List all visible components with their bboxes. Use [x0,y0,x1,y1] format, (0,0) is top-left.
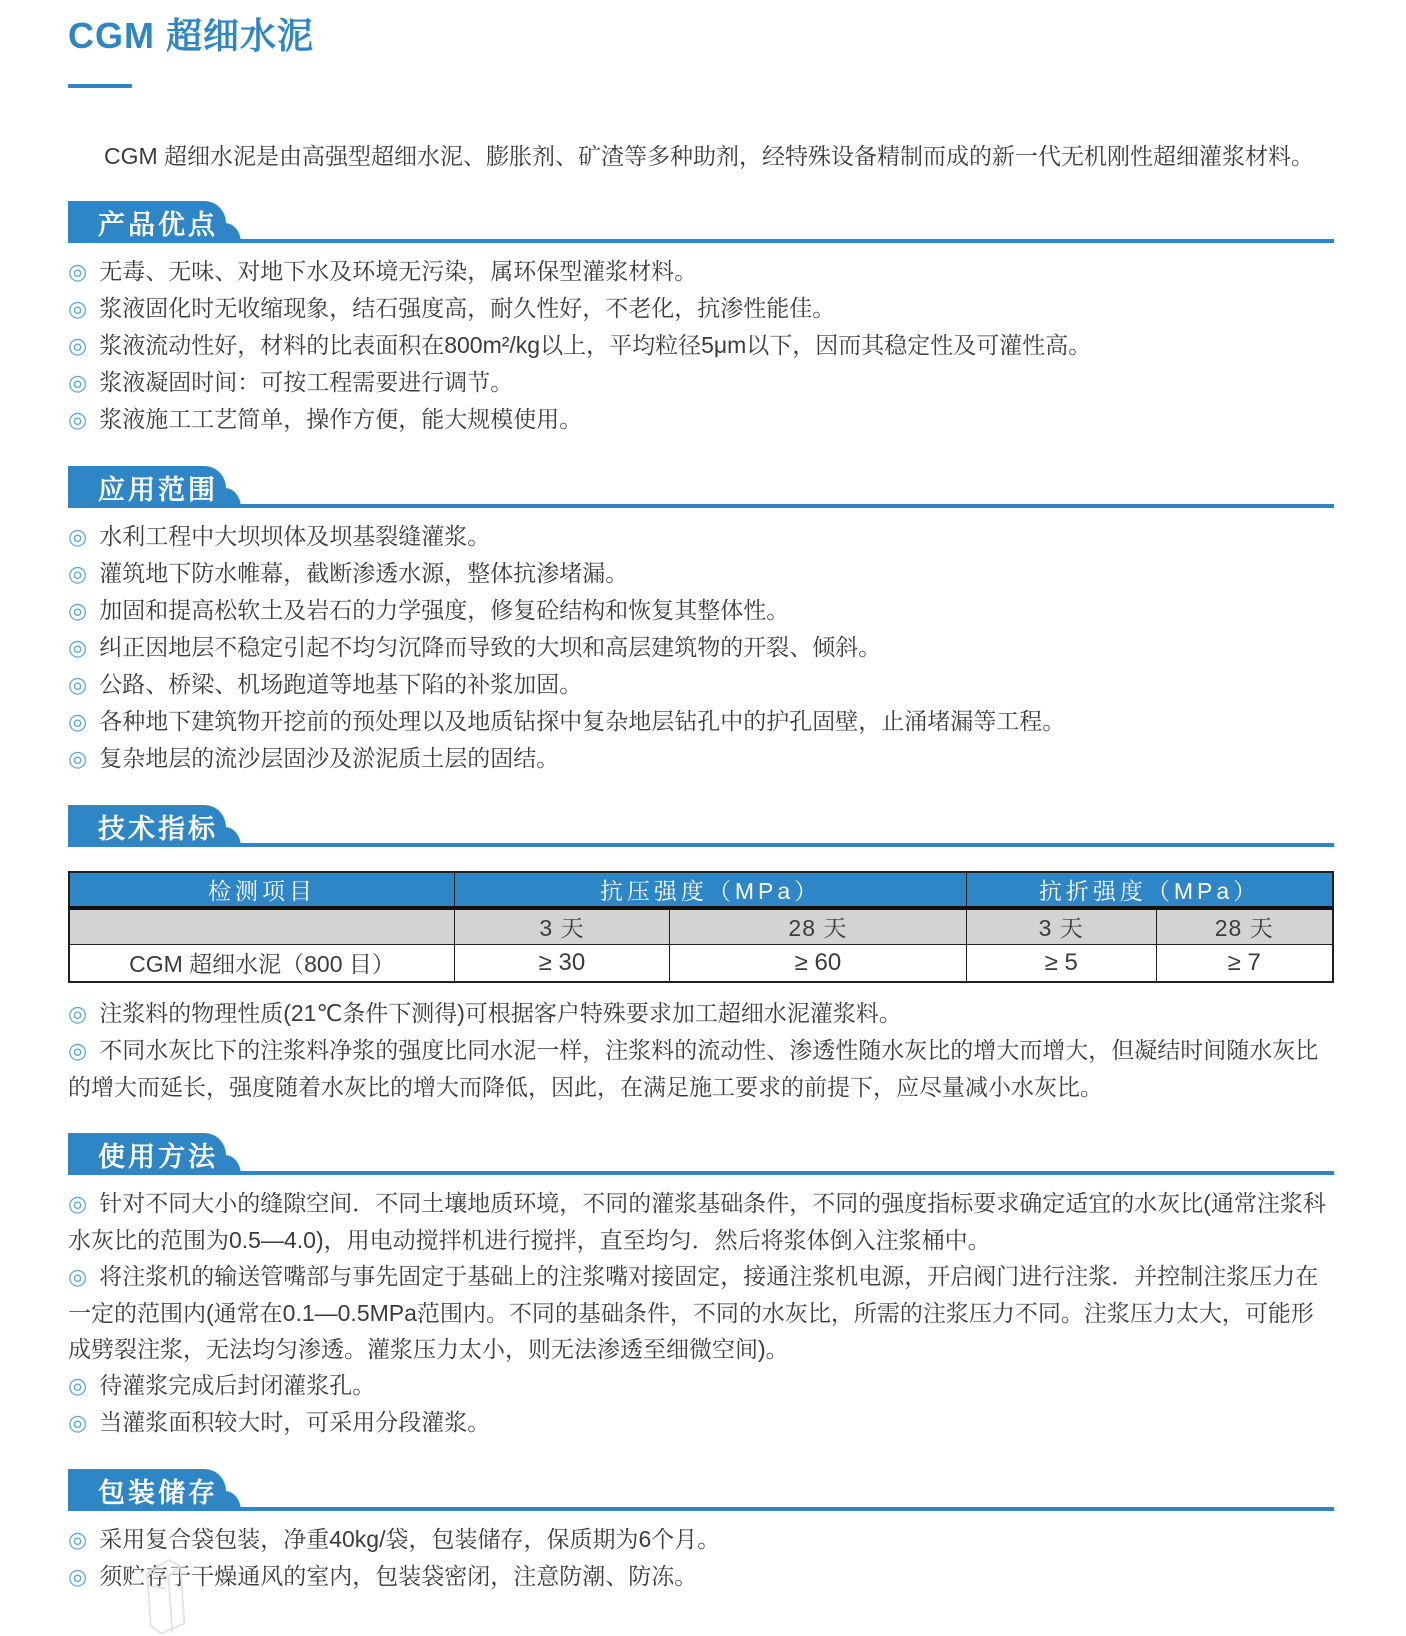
list-item [68,518,1334,555]
bullet-icon: ◎ [68,1191,88,1216]
list-item-text: 当灌浆面积较大时，可采用分段灌浆。 [99,1409,491,1435]
bullet-icon: ◎ [68,1564,88,1589]
list-item [68,401,1334,438]
section-heading-advantages [68,201,1334,243]
bullet-icon: ◎ [68,635,88,660]
list-item-text: 注浆料的物理性质(21℃条件下测得)可根据客户特殊要求加工超细水泥灌浆料。 [99,1000,902,1026]
list-item-text: 浆液凝固时间：可按工程需要进行调节。 [99,369,514,395]
table-subheader-cell: 28 天 [669,908,966,944]
list-item-text: 纠正因地层不稳定引起不均匀沉降而导致的大坝和高层建筑物的开裂、倾斜。 [99,634,882,660]
page-title: CGM 超细水泥 [68,15,314,56]
table-subheader-cell: 3 天 [455,908,670,944]
bullet-icon: ◎ [68,259,88,284]
specs-table [68,871,1334,983]
table-header-compressive: 抗压强度（MPa） [455,872,967,908]
list-item [68,592,1334,629]
list-item-text: 不同水灰比下的注浆料净浆的强度比同水泥一样，注浆料的流动性、渗透性随水灰比的增大而增大，但凝结时间随水灰比的增大而延长，强度随着水灰比的增大而降低，因此，在满足施工要求的前提下，应尽量减小水灰比。 [68,1037,1319,1100]
table-cell-value: ≥ 60 [669,944,966,982]
list-item [68,1185,1334,1258]
section-tab-specs [68,805,226,847]
bullet-icon: ◎ [68,598,88,623]
list-item [68,1032,1334,1105]
list-item [68,1404,1334,1441]
usage-list [68,1185,1334,1441]
list-item [68,629,1334,666]
list-item [68,1521,1334,1558]
bullet-icon: ◎ [68,746,88,771]
list-item [68,666,1334,703]
list-item [68,253,1334,290]
section-tab-label: 产品优点 [98,209,218,240]
list-item-text: 针对不同大小的缝隙空间．不同土壤地质环境，不同的灌浆基础条件，不同的强度指标要求确定适宜的水灰比(通常注浆科水灰比的范围为0.5—4.0)，用电动搅拌机进行搅拌，直至均匀．然后将浆体倒入注浆桶中。 [68,1190,1326,1253]
list-item-text: 复杂地层的流沙层固沙及淤泥质土层的固结。 [99,745,560,771]
section-tab-label: 使用方法 [98,1141,218,1172]
title-underline [68,84,132,88]
list-item-text: 待灌浆完成后封闭灌浆孔。 [99,1372,376,1398]
list-item [68,1367,1334,1404]
advantages-list [68,253,1334,438]
list-item-text: 浆液固化时无收缩现象，结石强度高，耐久性好，不老化，抗渗性能佳。 [99,295,836,321]
list-item-text: 将注浆机的输送管嘴部与事先固定于基础上的注浆嘴对接固定，接通注浆机电源，开启阀门进行注浆．并控制注浆压力在一定的范围内(通常在0.1—0.5MPa范围内。不同的基础条件，不同的水灰比，所需的注浆压力不同。注浆压力太大，可能形成劈裂注浆，无法均匀渗透。灌浆压力太小，则无法渗透至细微空间)。 [68,1263,1319,1362]
bullet-icon: ◎ [68,407,88,432]
list-item [68,364,1334,401]
table-cell-value: ≥ 7 [1156,944,1333,982]
list-item [68,1258,1334,1367]
table-cell-item: CGM 超细水泥（800 目） [69,944,455,982]
table-subheader-empty [69,908,455,944]
section-rule [68,504,1334,508]
table-header-row [69,872,1333,908]
list-item [68,703,1334,740]
list-item-text: 无毒、无味、对地下水及环境无污染，属环保型灌浆材料。 [99,258,698,284]
table-subheader-row [69,908,1333,944]
list-item-text: 各种地下建筑物开挖前的预处理以及地质钻探中复杂地层钻孔中的护孔固壁，止涌堵漏等工程。 [99,708,1066,734]
list-item-text: 水利工程中大坝坝体及坝基裂缝灌浆。 [99,523,491,549]
table-header-item: 检测项目 [69,872,455,908]
bullet-icon: ◎ [68,524,88,549]
list-item-text: 浆液流动性好，材料的比表面积在800m²/kg以上，平均粒径5μm以下，因而其稳定性及可灌性高。 [99,332,1092,358]
section-tab-applications [68,466,226,508]
cement-bag-watermark-icon [133,1552,194,1636]
bullet-icon: ◎ [68,1264,88,1289]
bullet-icon: ◎ [68,1527,88,1552]
list-item [68,1558,1334,1595]
section-tab-storage [68,1469,226,1511]
list-item [68,740,1334,777]
section-tab-usage [68,1133,226,1175]
table-cell-value: ≥ 30 [455,944,670,982]
section-heading-specs [68,805,1334,847]
section-rule [68,1507,1334,1511]
list-item-text: 公路、桥梁、机场跑道等地基下陷的补浆加固。 [99,671,583,697]
bullet-icon: ◎ [68,370,88,395]
section-heading-applications [68,466,1334,508]
specs-notes [68,995,1334,1105]
intro-paragraph: CGM 超细水泥是由高强型超细水泥、膨胀剂、矿渣等多种助剂，经特殊设备精制而成的新一代无机刚性超细灌浆材料。 [104,143,1315,169]
section-tab-label: 技术指标 [98,813,218,844]
section-tab-advantages [68,201,226,243]
section-heading-storage [68,1469,1334,1511]
list-item [68,555,1334,592]
bullet-icon: ◎ [68,1410,88,1435]
table-header-flexural: 抗折强度（MPa） [966,872,1333,908]
list-item-text: 须贮存于干燥通风的室内，包装袋密闭，注意防潮、防冻。 [99,1563,698,1589]
bullet-icon: ◎ [68,561,88,586]
section-tab-label: 包装储存 [98,1477,218,1508]
section-heading-usage [68,1133,1334,1175]
section-rule [68,239,1334,243]
bullet-icon: ◎ [68,333,88,358]
table-subheader-cell: 3 天 [966,908,1156,944]
list-item-text: 灌筑地下防水帷幕，截断渗透水源，整体抗渗堵漏。 [99,560,629,586]
bullet-icon: ◎ [68,1038,88,1063]
list-item [68,995,1334,1032]
section-rule [68,843,1334,847]
bullet-icon: ◎ [68,1373,88,1398]
storage-list [68,1521,1334,1595]
table-row [69,944,1333,982]
list-item [68,290,1334,327]
list-item-text: 加固和提高松软土及岩石的力学强度，修复砼结构和恢复其整体性。 [99,597,790,623]
bullet-icon: ◎ [68,1001,88,1026]
applications-list [68,518,1334,777]
bullet-icon: ◎ [68,296,88,321]
bullet-icon: ◎ [68,709,88,734]
list-item-text: 采用复合袋包装，净重40kg/袋，包装储存，保质期为6个月。 [99,1526,721,1552]
table-subheader-cell: 28 天 [1156,908,1333,944]
section-tab-label: 应用范围 [98,474,218,505]
table-cell-value: ≥ 5 [966,944,1156,982]
section-rule [68,1171,1334,1175]
list-item-text: 浆液施工工艺简单，操作方便，能大规模使用。 [99,406,583,432]
bullet-icon: ◎ [68,672,88,697]
list-item [68,327,1334,364]
